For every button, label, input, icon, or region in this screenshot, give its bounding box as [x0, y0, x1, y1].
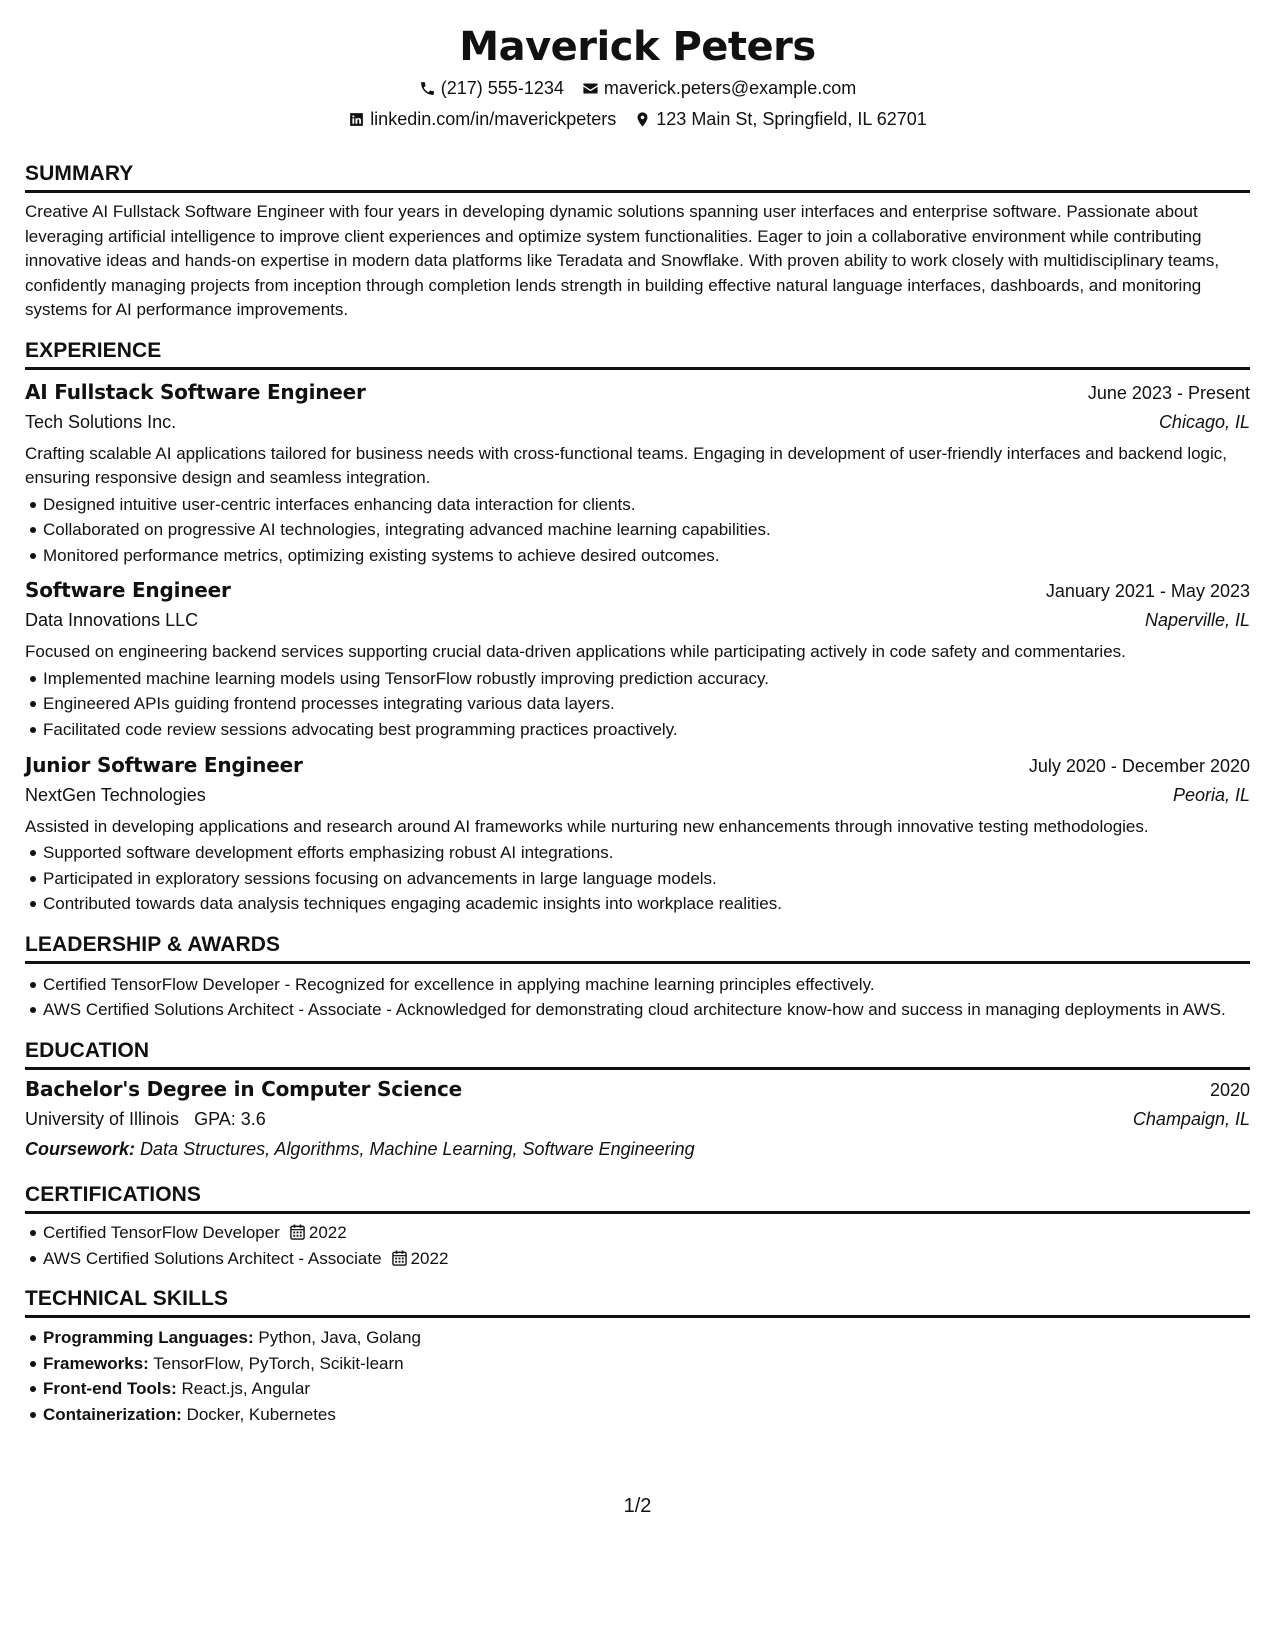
skill-value: TensorFlow, PyTorch, Scikit-learn — [153, 1353, 404, 1373]
email-link[interactable]: maverick.peters@example.com — [603, 78, 857, 98]
job-header — [25, 576, 1250, 605]
job-bullets — [25, 840, 1250, 917]
contact-row-1 — [25, 76, 1250, 100]
list-item: Certified TensorFlow Developer - Recognized for excellence in applying machine learning principles effectively. — [25, 972, 1250, 998]
contact-row-2 — [25, 107, 1250, 131]
list-item: Participated in exploratory sessions focusing on advancements in large language models. — [25, 866, 1250, 892]
skill-label: Containerization: — [43, 1405, 182, 1424]
section-title-skills: TECHNICAL SKILLS — [25, 1285, 1250, 1318]
job-subheader — [25, 780, 1250, 810]
school-info — [25, 1104, 266, 1134]
section-title-experience: EXPERIENCE — [25, 337, 1250, 370]
education-section — [25, 1037, 1250, 1164]
list-item: Facilitated code review sessions advocating best programming practices proactively. — [25, 717, 1250, 743]
coursework — [25, 1134, 1250, 1164]
resume-page — [25, 22, 1250, 1428]
job-bullets — [25, 492, 1250, 569]
list-item: Monitored performance metrics, optimizing existing systems to achieve desired outcomes. — [25, 543, 1250, 569]
job-subheader — [25, 407, 1250, 437]
job-description: Assisted in developing applications and research around AI frameworks while nurturing new enhancements through innovative testing methodologies. — [25, 816, 1149, 836]
school-location: Champaign, IL — [1132, 1109, 1250, 1130]
section-title-leadership: LEADERSHIP & AWARDS — [25, 931, 1250, 964]
linkedin-contact[interactable] — [348, 107, 616, 131]
coursework-list: Data Structures, Algorithms, Machine Learning, Software Engineering — [140, 1139, 695, 1160]
skill-label: Frameworks: — [43, 1353, 149, 1373]
certifications-section — [25, 1181, 1250, 1271]
calendar-icon — [392, 1250, 407, 1266]
list-item: Implemented machine learning models using TensorFlow robustly improving prediction accuracy. — [25, 666, 1250, 692]
list-item — [25, 1246, 1250, 1272]
list-item — [25, 1325, 1250, 1351]
list-item: Collaborated on progressive AI technologies, integrating advanced machine learning capabilities. — [25, 517, 1250, 543]
list-item: Contributed towards data analysis techniques engaging academic insights into workplace realities. — [25, 891, 1250, 917]
certification-year: 2022 — [308, 1223, 347, 1243]
email-contact[interactable] — [582, 76, 856, 100]
list-item — [25, 1220, 1250, 1246]
section-title-education: EDUCATION — [25, 1037, 1250, 1070]
job-location: Chicago, IL — [1158, 411, 1250, 432]
page-number: 1/2 — [623, 1495, 652, 1517]
skill-value: Python, Java, Golang — [258, 1328, 421, 1348]
job-title: Junior Software Engineer — [25, 752, 303, 777]
education-subheader — [25, 1104, 1250, 1134]
job-title: Software Engineer — [25, 578, 231, 603]
address-text: 123 Main St, Springfield, IL 62701 — [656, 109, 927, 129]
linkedin-icon — [348, 111, 365, 128]
candidate-name: Maverick Peters — [459, 24, 816, 70]
calendar-icon — [290, 1224, 305, 1240]
job-dates: July 2020 - December 2020 — [1028, 755, 1250, 776]
job-company: Data Innovations LLC — [25, 610, 199, 631]
gpa: GPA: 3.6 — [194, 1109, 266, 1130]
list-item: Designed intuitive user-centric interfaces enhancing data interaction for clients. — [25, 492, 1250, 518]
job-description: Crafting scalable AI applications tailored for business needs with cross-functional teams. Engaging in development of user-friendly interfaces and backend logic, ensuring responsive design and seamless integration. — [25, 443, 1228, 487]
job-company: Tech Solutions Inc. — [25, 411, 177, 432]
job-title: AI Fullstack Software Engineer — [25, 379, 366, 404]
list-item: Supported software development efforts emphasizing robust AI integrations. — [25, 840, 1250, 866]
certification-name: Certified TensorFlow Developer — [43, 1223, 280, 1243]
experience-section — [25, 337, 1250, 917]
job-dates: January 2021 - May 2023 — [1045, 581, 1250, 602]
job-entry — [25, 576, 1250, 742]
leadership-section — [25, 931, 1250, 1023]
list-item: AWS Certified Solutions Architect - Associate - Acknowledged for demonstrating cloud architecture know-how and success in managing deployments in AWS. — [25, 997, 1250, 1023]
linkedin-link[interactable]: linkedin.com/in/maverickpeters — [370, 109, 617, 129]
section-title-certifications: CERTIFICATIONS — [25, 1181, 1250, 1214]
job-company: NextGen Technologies — [25, 784, 206, 805]
list-item — [25, 1376, 1250, 1402]
school-name: University of Illinois — [25, 1109, 180, 1130]
skill-value: Docker, Kubernetes — [186, 1405, 336, 1424]
certification-year: 2022 — [410, 1248, 449, 1268]
phone-icon — [419, 80, 436, 97]
job-dates: June 2023 - Present — [1087, 382, 1250, 403]
leadership-list — [25, 972, 1250, 1023]
phone-text: (217) 555-1234 — [440, 78, 564, 98]
summary-section — [25, 160, 1250, 323]
coursework-label: Coursework: — [25, 1139, 136, 1160]
education-header — [25, 1075, 1250, 1104]
job-header — [25, 378, 1250, 407]
graduation-year: 2020 — [1209, 1080, 1250, 1101]
job-location: Peoria, IL — [1172, 784, 1250, 805]
list-item — [25, 1351, 1250, 1377]
skill-label: Front-end Tools: — [43, 1379, 177, 1399]
job-location: Naperville, IL — [1144, 610, 1250, 631]
skills-section — [25, 1285, 1250, 1427]
section-title-summary: SUMMARY — [25, 160, 1250, 193]
job-entry — [25, 751, 1250, 917]
job-bullets — [25, 666, 1250, 743]
skill-label: Programming Languages: — [43, 1328, 254, 1348]
skill-value: React.js, Angular — [181, 1379, 311, 1399]
certification-name: AWS Certified Solutions Architect - Associate — [43, 1248, 382, 1268]
envelope-icon — [582, 80, 599, 97]
address-contact — [634, 107, 927, 131]
job-header — [25, 751, 1250, 780]
summary-text: Creative AI Fullstack Software Engineer with four years in developing dynamic solutions spanning user interfaces and enterprise software. Passionate about leveraging artificial intelligence to improve client experiences and optimize system functionalities. Eager to join a collaborative environment while contributing innovative ideas and hands-on expertise in modern data platforms like Teradata and Snowflake. With proven ability to work closely with multidisciplinary teams, confidently managing projects from inception through completion lends strength in building effective natural language interfaces, dashboards, and monitoring systems for AI performance improvements. — [25, 202, 1220, 319]
map-pin-icon — [634, 111, 651, 128]
job-entry — [25, 378, 1250, 569]
job-description: Focused on engineering backend services supporting crucial data-driven applications while participating actively in code safety and commentaries. — [25, 642, 1126, 662]
list-item — [25, 1402, 1250, 1428]
certifications-list — [25, 1220, 1250, 1271]
phone-contact — [419, 76, 564, 100]
list-item: Engineered APIs guiding frontend processes integrating various data layers. — [25, 691, 1250, 717]
job-subheader — [25, 605, 1250, 635]
skills-list — [25, 1325, 1250, 1427]
degree-title: Bachelor's Degree in Computer Science — [25, 1077, 463, 1102]
